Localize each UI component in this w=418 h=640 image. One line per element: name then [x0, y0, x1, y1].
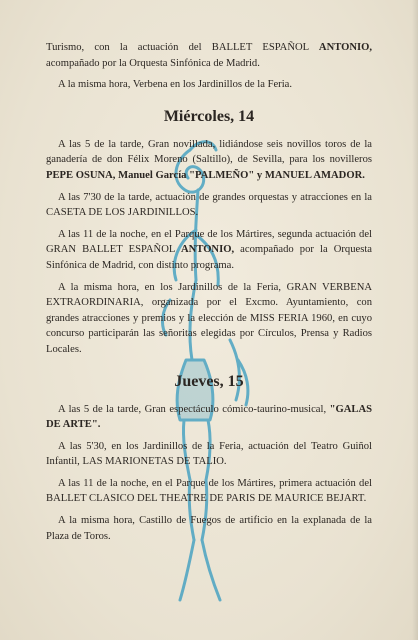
- antonio-emphasis-2: ANTONIO,: [181, 244, 235, 256]
- jueves-ballet-clasico: A las 11 de la noche, en el Parque de los Mártires, primera actuación del BALLET CLASICO DEL THEATRE DE PARIS DE MAURICE BEJART.: [46, 477, 372, 505]
- jueves-fuegos: A la misma hora, Castillo de Fuegos de artificio en la explanada de la Plaza de Toros.: [46, 515, 372, 542]
- page-edge-shadow: [412, 0, 418, 640]
- jueves-guinol: A las 5'30, en los Jardinillos de la Feria, actuación del Teatro Guiñol Infantil, LAS MARIONETAS DE TALIO.: [46, 440, 372, 468]
- day-heading-jueves: Jueves, 15: [174, 372, 244, 390]
- jueves-espectaculo: A las 5 de la tarde, Gran espectáculo cómico-taurino-musical, "GALAS DE ARTE".: [46, 403, 372, 431]
- novilleros-names: PEPE OSUNA, Manuel García "PALMEÑO" y MANUEL AMADOR.: [46, 169, 365, 181]
- day-heading-miercoles: Miércoles, 14: [163, 107, 255, 125]
- galas-de-arte: "GALAS DE ARTE".: [46, 403, 372, 431]
- document-body: [46, 40, 372, 550]
- intro-paragraph: Turismo, con la actuación del BALLET ESPAÑOL ANTONIO, acompañado por la Orquesta Sinfónica de Madrid.: [46, 42, 372, 69]
- antonio-emphasis: ANTONIO,: [318, 42, 372, 53]
- miercoles-novillada: A las 5 de la tarde, Gran novillada, lidiándose seis novillos toros de la ganadería de don Félix Moreno (Saltillo), de Sevilla, para los novilleros PEPE OSUNA, Manuel García "PALMEÑO" y MANUEL AMADOR.: [46, 138, 372, 181]
- intro-verbena: A la misma hora, Verbena en los Jardinillos de la Feria.: [58, 79, 292, 91]
- miercoles-verbena: A la misma hora, en los Jardinillos de la Feria, GRAN VERBENA EXTRAORDINARIA, organizada por el Excmo. Ayuntamiento, con grandes atracciones y premios y la elección de MISS FERIA 1960, en cuyo concurso participarán las señoritas elegidas por Círculos, Prensa y Radios Locales.: [46, 281, 372, 355]
- miercoles-ballet: A las 11 de la noche, en el Parque de los Mártires, segunda actuación del GRAN BALLET ESPAÑOL ANTONIO, acompañado por la Orquesta Sinfónica de Madrid, con distinto programa.: [46, 228, 372, 271]
- miercoles-orquestas: A las 7'30 de la tarde, actuación de grandes orquestas y atracciones en la CASETA DE LOS JARDINILLOS.: [46, 191, 372, 219]
